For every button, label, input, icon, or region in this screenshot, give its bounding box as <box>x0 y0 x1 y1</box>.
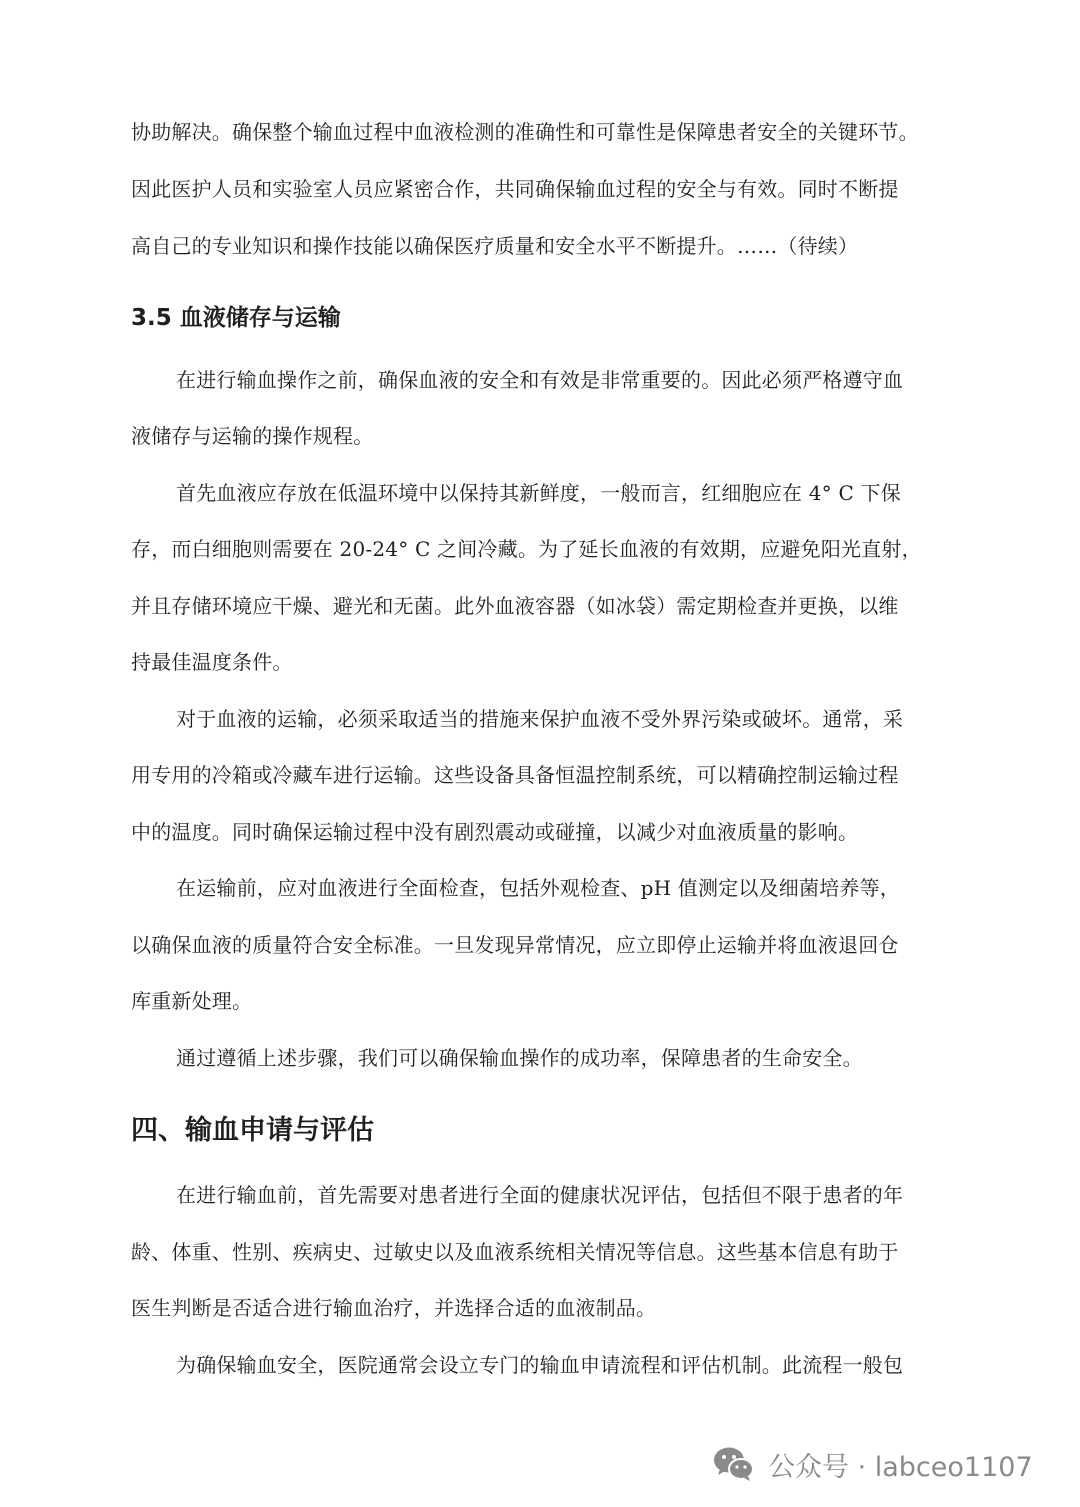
text-line: 存，而白细胞则需要在 20-24° C 之间冷藏。为了延长血液的有效期，应避免阳光直射， <box>131 537 922 561</box>
text-line: 协助解决。确保整个输血过程中血液检测的准确性和可靠性是保障患者安全的关键环节。 <box>131 120 919 144</box>
text-line: 对于血液的运输，必须采取适当的措施来保护血液不受外界污染或破坏。通常，采 <box>176 707 904 731</box>
text-line: 持最佳温度条件。 <box>131 650 293 674</box>
text-line: 在进行输血操作之前，确保血液的安全和有效是非常重要的。因此必须严格遵守血 <box>176 368 904 392</box>
text-line: 通过遵循上述步骤，我们可以确保输血操作的成功率，保障患者的生命安全。 <box>176 1046 863 1070</box>
text-line: 用专用的冷箱或冷藏车进行运输。这些设备具备恒温控制系统，可以精确控制运输过程 <box>131 763 899 787</box>
text-line: 因此医护人员和实验室人员应紧密合作，共同确保输血过程的安全与有效。同时不断提 <box>131 177 899 201</box>
wechat-icon <box>712 1444 756 1484</box>
watermark <box>712 1440 1033 1488</box>
section-heading-4: 四、输血申请与评估 <box>131 1115 374 1146</box>
section-heading-3-5: 3.5 血液储存与运输 <box>131 305 341 331</box>
text-line: 在运输前，应对血液进行全面检查，包括外观检查、pH 值测定以及细菌培养等， <box>176 876 901 900</box>
text-line: 液储存与运输的操作规程。 <box>131 424 374 448</box>
text-line: 首先血液应存放在低温环境中以保持其新鲜度，一般而言，红细胞应在 4° C 下保 <box>176 481 901 505</box>
watermark-text: 公众号 · labceo1107 <box>768 1451 1033 1483</box>
text-line: 龄、体重、性别、疾病史、过敏史以及血液系统相关情况等信息。这些基本信息有助于 <box>131 1240 899 1264</box>
text-line: 并且存储环境应干燥、避光和无菌。此外血液容器（如冰袋）需定期检查并更换，以维 <box>131 594 899 618</box>
text-line: 库重新处理。 <box>131 989 253 1013</box>
text-line: 高自己的专业知识和操作技能以确保医疗质量和安全水平不断提升。……（待续） <box>131 234 859 258</box>
text-line: 在进行输血前，首先需要对患者进行全面的健康状况评估，包括但不限于患者的年 <box>176 1183 904 1207</box>
text-line: 以确保血液的质量符合安全标准。一旦发现异常情况，应立即停止运输并将血液退回仓 <box>131 933 899 957</box>
text-line: 医生判断是否适合进行输血治疗，并选择合适的血液制品。 <box>131 1296 657 1320</box>
text-line: 为确保输血安全，医院通常会设立专门的输血申请流程和评估机制。此流程一般包 <box>176 1353 904 1377</box>
text-line: 中的温度。同时确保运输过程中没有剧烈震动或碰撞，以减少对血液质量的影响。 <box>131 820 859 844</box>
